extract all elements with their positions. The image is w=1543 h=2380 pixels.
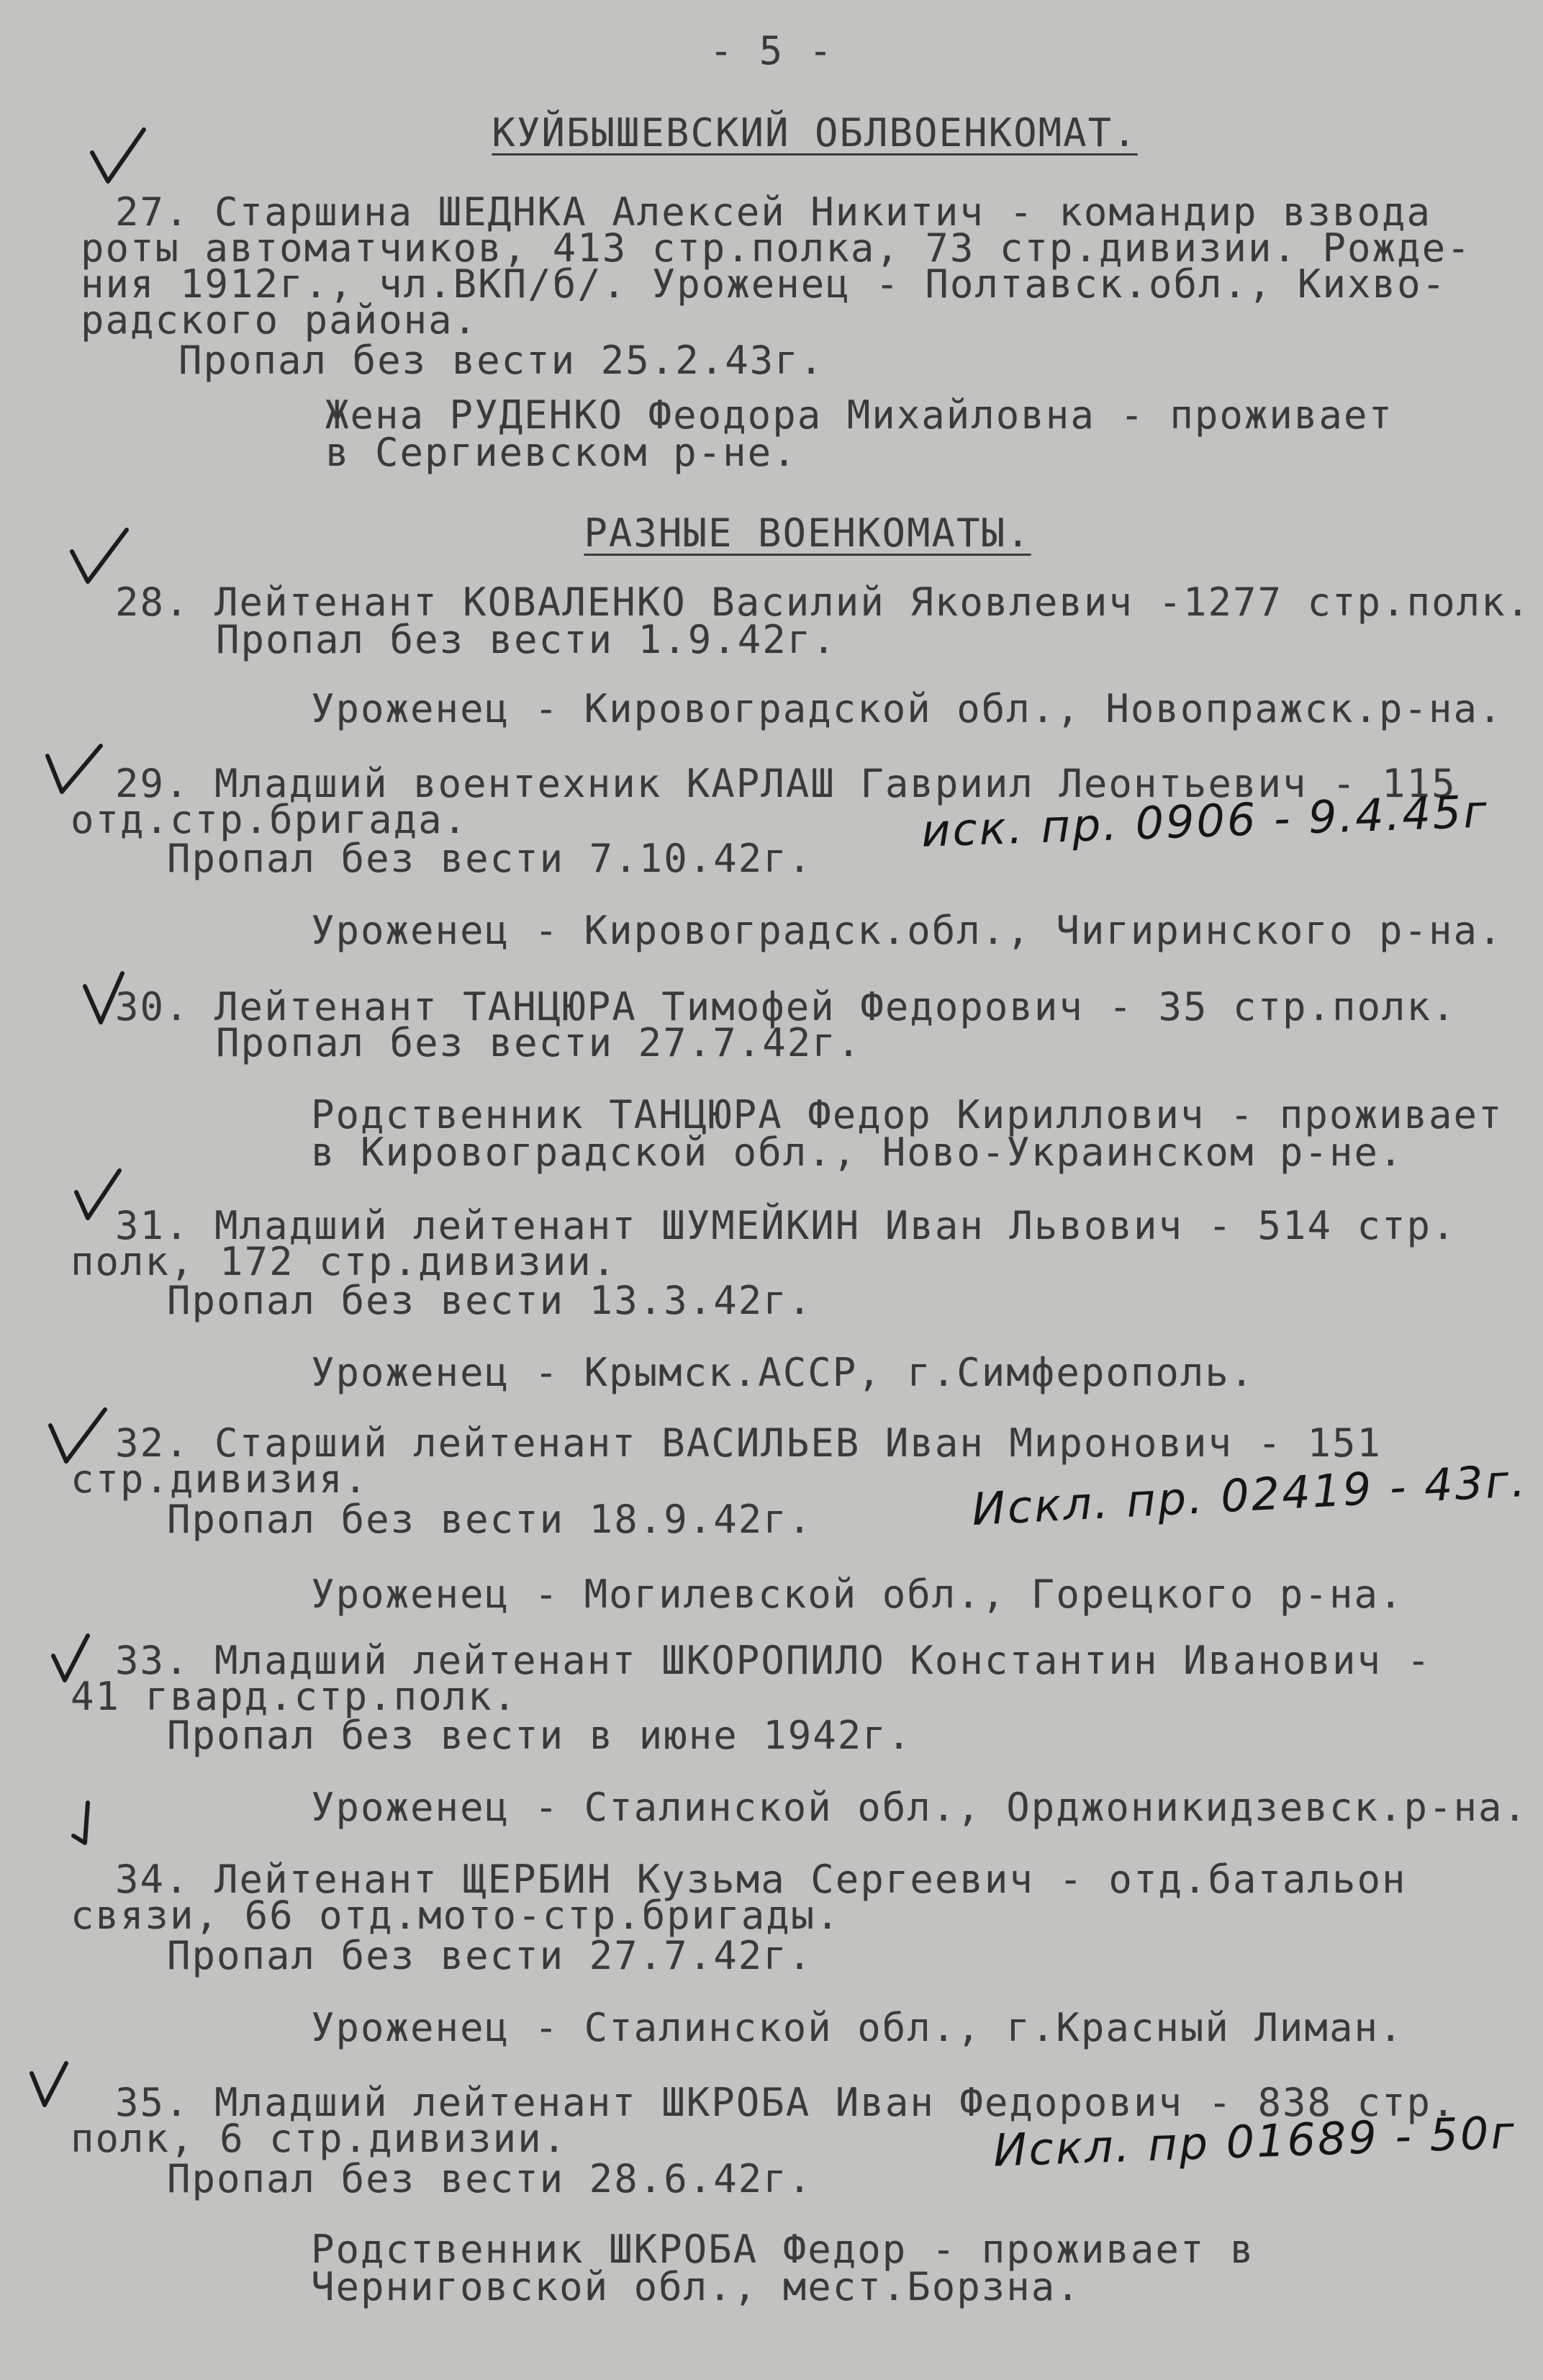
entry-35-line-1: 35. Младший лейтенант ШКРОБА Иван Федорович - 838 стр. xyxy=(115,2080,1457,2125)
entry-34-missing: Пропал без вести 27.7.42г. xyxy=(167,1933,813,1978)
entry-29-line-1: 29. Младший воентехник КАРЛАШ Гавриил Леонтьевич - 115 xyxy=(115,761,1457,806)
entry-28-missing: Пропал без вести 1.9.42г. xyxy=(216,617,837,662)
entry-30-missing: Пропал без вести 27.7.42г. xyxy=(216,1020,862,1065)
entry-29-line-2: отд.стр.бригада. xyxy=(71,797,469,842)
entry-31-line-1: 31. Младший лейтенант ШУМЕЙКИН Иван Львович - 514 стр. xyxy=(115,1203,1457,1248)
entry-31-missing: Пропал без вести 13.3.42г. xyxy=(167,1278,813,1323)
entry-33-line-2: 41 гвард.стр.полк. xyxy=(71,1674,518,1719)
handwritten-note-35: Искл. пр 01689 - 50г xyxy=(992,2106,1518,2177)
entry-28-relative: Уроженец - Кировоградской обл., Новопражск.р-на. xyxy=(311,686,1503,731)
entry-27-line-3: ния 1912г., чл.ВКП/б/. Уроженец - Полтавск.обл., Кихво- xyxy=(81,261,1447,307)
section-heading-kuibyshev: КУЙБЫШЕВСКИЙ ОБЛВОЕНКОМАТ. xyxy=(492,110,1138,155)
entry-30-line-1: 30. Лейтенант ТАНЦЮРА Тимофей Федорович - 35 стр.полк. xyxy=(115,984,1457,1029)
entry-27-line-4: радского района. xyxy=(81,297,479,343)
entry-34-line-2: связи, 66 отд.мото-стр.бригады. xyxy=(71,1893,841,1938)
entry-35-line-2: полк, 6 стр.дивизии. xyxy=(71,2116,568,2161)
entry-34-relative: Уроженец - Сталинской обл., г.Красный Лиман. xyxy=(311,2005,1404,2050)
entry-35-relative-1: Родственник ШКРОБА Федор - проживает в xyxy=(311,2227,1255,2272)
entry-27-line-2: роты автоматчиков, 413 стр.полка, 73 стр.дивизии. Рожде- xyxy=(81,225,1472,271)
checkmark-icon xyxy=(85,124,150,189)
entry-27-missing: Пропал без вести 25.2.43г. xyxy=(178,338,825,383)
entry-27-relative-1: Жена РУДЕНКО Феодора Михайловна - проживает xyxy=(325,392,1393,438)
entry-27-relative-2: в Сергиевском р-не. xyxy=(325,430,797,475)
checkmark-icon xyxy=(58,1793,122,1857)
handwritten-note-32: Искл. пр. 02419 - 43г. xyxy=(970,1453,1529,1536)
entry-35-missing: Пропал без вести 28.6.42г. xyxy=(167,2156,813,2201)
checkmark-icon xyxy=(24,2059,89,2124)
entry-28-line-1: 28. Лейтенант КОВАЛЕНКО Василий Яковлевич -1277 стр.полк. xyxy=(115,580,1531,625)
entry-32-relative: Уроженец - Могилевской обл., Горецкого р-на. xyxy=(311,1572,1404,1617)
entry-33-relative: Уроженец - Сталинской обл., Орджоникидзевск.р-на. xyxy=(311,1785,1529,1830)
checkmark-icon xyxy=(66,523,131,587)
entry-29-missing: Пропал без вести 7.10.42г. xyxy=(167,836,813,881)
entry-27-line-1: 27. Старшина ШЕДНКА Алексей Никитич - командир взвода xyxy=(115,189,1432,235)
entry-33-line-1: 33. Младший лейтенант ШКОРОПИЛО Константин Иванович - xyxy=(115,1638,1432,1683)
entry-30-relative-1: Родственник ТАНЦЮРА Федор Кириллович - проживает xyxy=(311,1092,1503,1137)
page-number: - 5 - xyxy=(709,28,834,73)
entry-34-line-1: 34. Лейтенант ЩЕРБИН Кузьма Сергеевич - отд.батальон xyxy=(115,1857,1407,1902)
entry-32-line-2: стр.дивизия. xyxy=(71,1456,369,1502)
entry-31-relative: Уроженец - Крымск.АССР, г.Симферополь. xyxy=(311,1350,1255,1395)
section-heading-various: РАЗНЫЕ ВОЕНКОМАТЫ. xyxy=(584,510,1031,556)
entry-35-relative-2: Черниговской обл., мест.Борзна. xyxy=(311,2264,1081,2309)
entry-31-line-2: полк, 172 стр.дивизии. xyxy=(71,1239,617,1284)
handwritten-note-29: иск. пр. 0906 - 9.4.45г xyxy=(920,785,1490,857)
entry-33-missing: Пропал без вести в июне 1942г. xyxy=(167,1713,913,1758)
entry-32-missing: Пропал без вести 18.9.42г. xyxy=(167,1497,813,1542)
entry-30-relative-2: в Кировоградской обл., Ново-Украинском р-не. xyxy=(311,1130,1404,1175)
entry-32-line-1: 32. Старший лейтенант ВАСИЛЬЕВ Иван Миронович - 151 xyxy=(115,1420,1383,1466)
entry-29-relative: Уроженец - Кировоградск.обл., Чигиринского р-на. xyxy=(311,908,1503,953)
